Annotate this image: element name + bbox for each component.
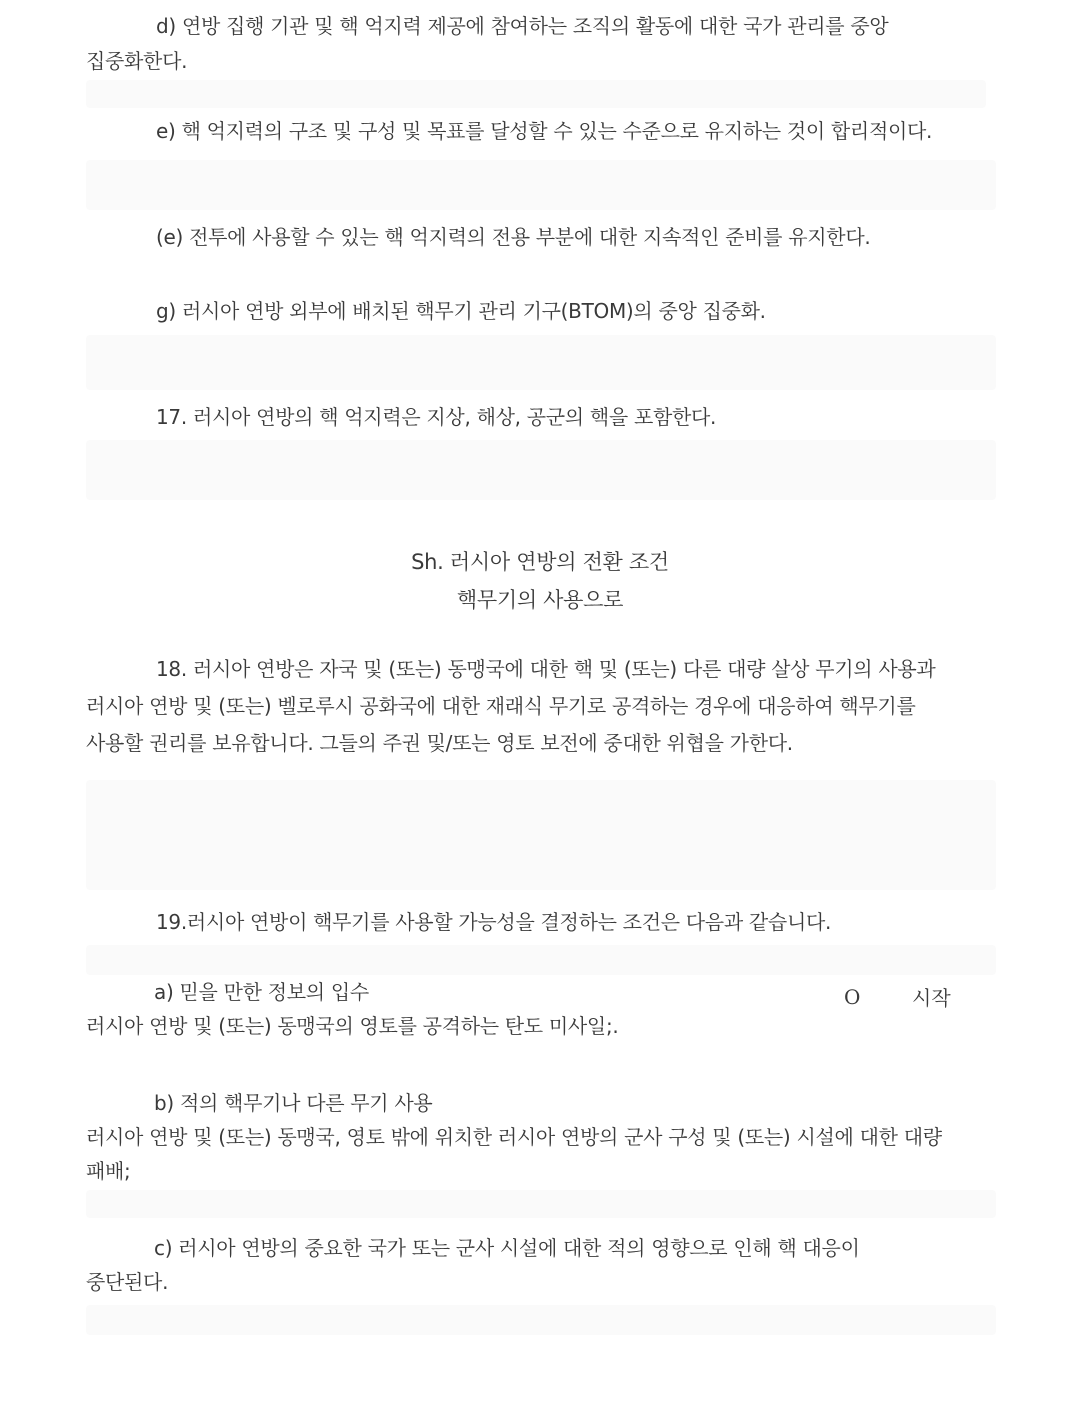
scan-artifact [86,335,996,390]
item-g [86,294,1006,329]
item-d [86,9,1006,79]
section-title-line-1: Sh. 러시아 연방의 전환 조건 [411,550,669,574]
start-label: 시작 [912,986,951,1010]
condition-b-line-2: 패배; [86,1159,131,1183]
paragraph-19 [86,905,1006,940]
condition-b-heading: b) 적의 핵무기나 다른 무기 사용 [154,1091,433,1115]
paragraph-18 [86,651,1006,762]
condition-a [86,975,1006,1043]
scan-artifact [86,945,996,975]
scan-artifact [86,440,996,500]
paragraph-19-text: 19.러시아 연방이 핵무기를 사용할 가능성을 결정하는 조건은 다음과 같습니다. [156,910,832,934]
section-title-line-2: 핵무기의 사용으로 [456,588,624,612]
item-g-text: g) 러시아 연방 외부에 배치된 핵무기 관리 기구(BTOM)의 중앙 집중화. [156,299,766,323]
condition-a-heading: a) 믿을 만한 정보의 입수 [154,980,369,1004]
condition-a-text: 러시아 연방 및 (또는) 동맹국의 영토를 공격하는 탄도 미사일;. [86,1014,619,1038]
paragraph-18-line-1: 18. 러시아 연방은 자국 및 (또는) 동맹국에 대한 핵 및 (또는) 다른 대량 살상 무기의 사용과 [156,657,936,681]
item-e-text: e) 핵 억지력의 구조 및 구성 및 목표를 달성할 수 있는 수준으로 유지하는 것이 합리적이다. [156,119,933,143]
condition-c [86,1231,1006,1299]
condition-c-line-1: c) 러시아 연방의 중요한 국가 또는 군사 시설에 대한 적의 영향으로 인해 핵 대응이 [154,1236,860,1260]
scan-artifact [86,80,986,108]
item-e [86,114,1006,149]
paragraph-17-text: 17. 러시아 연방의 핵 억지력은 지상, 해상, 공군의 핵을 포함한다. [156,405,717,429]
item-d-line-1: d) 연방 집행 기관 및 핵 억지력 제공에 참여하는 조직의 활동에 대한 국가 관리를 중앙 [156,14,889,38]
condition-b-line-1: 러시아 연방 및 (또는) 동맹국, 영토 밖에 위치한 러시아 연방의 군사 구성 및 (또는) 시설에 대한 대량 [86,1125,942,1149]
scan-artifact [86,1305,996,1335]
paragraph-17 [86,400,1006,435]
circle-marker: O [844,985,861,1009]
paragraph-18-line-3: 사용할 권리를 보유합니다. 그들의 주권 및/또는 영토 보전에 중대한 위협을 가한다. [86,731,793,755]
scan-artifact [86,780,996,890]
condition-c-line-2: 중단된다. [86,1270,169,1294]
item-e2 [86,220,1006,255]
scan-artifact [86,160,996,210]
item-e2-text: (e) 전투에 사용할 수 있는 핵 억지력의 전용 부분에 대한 지속적인 준비를 유지한다. [156,225,871,249]
condition-b [86,1086,1006,1188]
scan-artifact [86,1190,996,1218]
paragraph-18-line-2: 러시아 연방 및 (또는) 벨로루시 공화국에 대한 재래식 무기로 공격하는 경우에 대응하여 핵무기를 [86,694,916,718]
section-title [0,544,1080,618]
item-d-line-2: 집중화한다. [86,49,188,73]
